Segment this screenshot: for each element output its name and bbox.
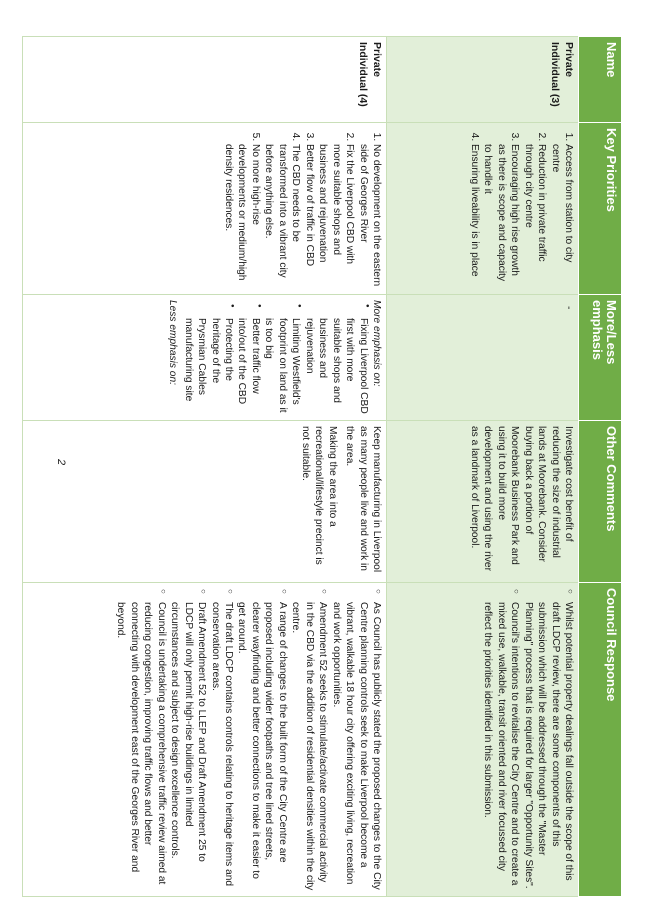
- header-emphasis: More/Less emphasis: [579, 295, 622, 421]
- emphasis-item: ● Protecting the heritage of the Prysmian Cables manufacturing site: [181, 318, 235, 415]
- other-comments-cell: [387, 421, 579, 583]
- submissions-table: [22, 36, 622, 897]
- response-item: ○ Council is undertaking a comprehensive traffic review aimed at reducing congestion, improving traffic flows and better connecting with development east of the Georges River and beyond.: [114, 602, 168, 891]
- priority-item: 3. Better flow of traffic in CBD: [302, 144, 315, 289]
- table-row: [387, 37, 579, 897]
- priority-item: 5. No more high-rise developments or medium/high density residences.: [222, 144, 262, 289]
- response-item: ○ Whilst potential property dealings fall outside the scope of this draft LDCP review, there are some components of this submission which will be addressed through the "Master Planning" process that is required for larger "Opportunity Sites".: [521, 602, 575, 891]
- priority-item: 2. Reduction in private traffic through city centre: [521, 144, 548, 289]
- key-priorities-cell: [387, 123, 579, 295]
- page-number: 2: [55, 458, 68, 466]
- response-item: ○ Council's intentions to revitalise the City Centre and to create a mixed use, walkable, transit oriented and river focussed city reflect the priorities identified in this submission.: [481, 602, 521, 891]
- header-row: [579, 37, 622, 897]
- response-item: ○ Amendment 52 seeks to stimulate/activate commercial activity in the CBD via the addition of residential densities within the city centre.: [289, 602, 329, 891]
- response-item: ○ As Council has publicly stated the proposed changes to the City Centre planning controls seek to make Liverpool become a vibrant, walkable 18 hour city offering exciting living, recreation and work opportunities.: [329, 602, 383, 891]
- comment-text: Making the area into a recreational/lifestyle precinct is not suitable.: [299, 426, 338, 565]
- comment-text: Investigate cost benefit of reducing the size of industrial lands at Moorebank. Consider buying back a portion of Moorebank Business Park and using it to build more development and using the river as a landmark of Liverpool.: [468, 426, 574, 571]
- response-item: ○ The draft LDCP contains controls relating to heritage items and conservation areas.: [208, 602, 235, 891]
- response-item: ○ Draft Amendment 52 to LLEP and Draft Amendment 25 to LDCP will only permit high-rise buildings in limited circumstances and subject to design excellence controls.: [168, 602, 208, 891]
- response-list: [481, 588, 575, 891]
- emphasis-item: ● Better traffic flow into/out of the CBD: [235, 318, 262, 415]
- priority-item: 4. The CBD needs to be transformed into a vibrant city before anything else.: [262, 144, 302, 289]
- priorities-list: [222, 128, 383, 289]
- council-response-cell: [387, 583, 579, 897]
- priorities-list: [467, 128, 575, 289]
- other-comments-cell: [23, 421, 387, 583]
- priority-item: 3. Encouraging high rise growth as there is scope and capacity to handle it: [481, 144, 521, 289]
- response-item: ○ A range of changes to the built form of the City Centre are proposed including wider footpaths and tree lined streets, clearer wayfinding and better connections to make it easier to get around.: [235, 602, 289, 891]
- rotated-page: [32, 36, 622, 896]
- emphasis-cell: [387, 295, 579, 421]
- key-priorities-cell: [23, 123, 387, 295]
- header-council-response: Council Response: [579, 583, 622, 897]
- priority-item: 1. No development on the eastern side of Georges River: [356, 144, 383, 289]
- emphasis-cell: [23, 295, 387, 421]
- header-name: Name: [579, 37, 622, 123]
- priority-item: 1. Access from station to city centre: [548, 144, 575, 289]
- response-list: [114, 588, 383, 891]
- emphasis-item: ● Fixing Liverpool CBD first with more suitable shops and business and rejuvenation: [302, 318, 369, 415]
- emphasis-dash: -: [563, 306, 574, 310]
- council-response-cell: [23, 583, 387, 897]
- more-emphasis-list: [181, 300, 369, 415]
- priority-item: 4. Ensuring liveability is in place: [467, 144, 480, 289]
- submitter-name: Private Individual (4): [23, 37, 387, 123]
- submitter-name: Private Individual (3): [387, 37, 579, 123]
- comment-text: Keep manufacturing in Liverpool as many people live and work in the area.: [344, 426, 382, 573]
- priority-item: 2. Fix the Liverpool CBD with more suitable shops and business and rejuvenation: [316, 144, 356, 289]
- table-row: [23, 37, 387, 897]
- less-emphasis-label: Less emphasis on:: [167, 300, 179, 385]
- more-emphasis-label: More emphasis on:: [371, 300, 382, 387]
- header-other-comments: Other Comments: [579, 421, 622, 583]
- header-key-priorities: Key Priorities: [579, 123, 622, 295]
- emphasis-item: ● Limiting Westfield's footprint on land as it is too big: [262, 318, 302, 415]
